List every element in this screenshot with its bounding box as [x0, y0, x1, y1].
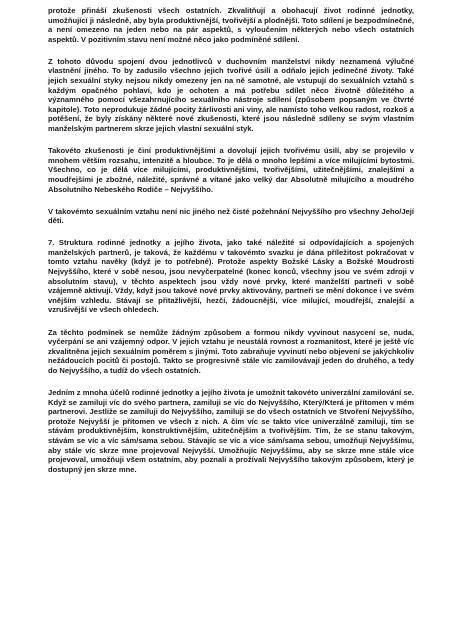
- paragraph-5: 7. Struktura rodinné jednotky a jejího života, jako také náležité si odpovídajících a spojených manželských partnerů, je taková, že každému v takovémto svazku je dána příležitost pokračovat v tomto vztahu navěky (když je to potřebné). Protože aspekty Božské Lásky a Božské Moudrosti Nejvyššího, které v sobě nesou, jsou nevyčerpatelné (konec konců, všechny jsou ve svém zdroji v absolutním stavu), v těchto aspektech jsou vždy nové prvky, které manželští partneři v sobě vzájemně aktivují. Vždy, když jsou takové nové prvky aktivovány, partneři se mění dokonce i ve svém vnějším vzhledu. Stávají se přitažlivější, hezčí, žádoucnější, více milující, moudřejší, znalejší a vzrušivější ve všech ohledech.: [48, 238, 414, 315]
- paragraph-4: V takovémto sexuálním vztahu není nic jiného než čisté požehnání Nejvyššího pro všechny Jeho/Její děti.: [48, 206, 414, 226]
- paragraph-2: Z tohoto důvodu spojení dvou jednotlivců v duchovním manželství nikdy neznamená výlučné vlastnění jiného. To by zadusilo všechno jejich tvořivé úsilí a odňalo jejich jedinečné životy. Také jejich sexuální styky nejsou nikdy omezeny jen na ně samotné, ale vstupují do sexuálních vztahů s každým opačného pohlaví, kdo je ochoten a má potřebu sdílet něco životně důležitého a významného pomocí všezahrnujícího sexuálního nástroje sdílení (způsobem popsaným ve čtvrté kapitole). Toto neprodukuje žádné pocity žárlivosti ani viny, ale namísto toho velkou radost, rozkoš a potěšení, že byly získány některé nové zkušenosti, které jsou následně sdíleny se svým vlastním manželským partnerem skrze jejich vlastní sexuální styk.: [48, 56, 414, 134]
- paragraph-1: protože přináší zkušenosti všech ostatních. Zkvalitňují a obohacují život rodinné jednotky, umožňující ji následně, aby byla produktivnější, tvořivější a plodnější. Toto sdílení je bezpodmínečné, a není omezeno na jeden nebo na pár aspektů, s vyloučením některých nebo všech ostatních aspektů. V pozitivním stavu není možné něco jako podmíněné sdílení.: [48, 6, 414, 44]
- paragraph-6: Za těchto podmínek se nemůže žádným způsobem a formou nikdy vyvinout nasycení se, nuda, vyčerpání se ani vzájemný odpor. V jejich vztahu je neustálá rovnost a rozmanitost, které je ještě víc zkvalitněna jejich sexuálním poměrem s jinými. Toto zabraňuje vyvinutí nebo objevení se jakýchkoliv nežádoucích pocitů či postojů. Takto se progresivně stále víc zamilovávají jeden do druhého, a tedy do Nejvyššího, a tudíž do všech ostatních.: [48, 327, 414, 375]
- paragraph-7: Jedním z mnoha účelů rodinné jednotky a jejího života je umožnit takovéto univerzální zamilování se. Když se zamiluji víc do svého partnera, zamiluji se víc do Nejvyššího, Který/Která je přítomen v mém partnerovi. Jestliže se zamiluji do Nejvyššího, zamiluji se do všech ostatních ve Stvoření Nejvyššího, protože Nejvyšší je přítomen ve všech z nich. A čím víc se takto více univerzálně zamiluji, tím se stávám produktivnějším, konstruktivnějším, užitečnějším a tvořivějším. Tím, že se stanu takovým, stávám se víc a víc sám/sama sebou. Stávajíc se víc a více sám/sama sebou, umožňuji Nejvyššímu, aby stále víc skrze mne projevoval Nejvyšší. Umožňujíc Nejvyššímu, aby se skrze mne stále více projevoval, umožňuji všem ostatním, aby poznali a prožívali Nejvyššího takovým způsobem, který je dostupný jen skrze mne.: [48, 388, 414, 474]
- paragraph-3: Takovéto zkušenosti je činí produktivnějšími a dovolují jejich tvořivému úsilí, aby se projevilo v mnohem větším rozsahu, intenzitě a hloubce. To je dělá o mnoho lepšími a více milujícími bytostmi. Všechno, co je dělá více milujícími, produktivnějšími, tvořivějšími, užitečnějšími, znalejšími a moudřejšími je zbožné, náležité, správné a vítané jako velký dar Absolutně milujícího a moudrého Absolutního Nebeského Rodiče – Nejvyššího.: [48, 146, 414, 194]
